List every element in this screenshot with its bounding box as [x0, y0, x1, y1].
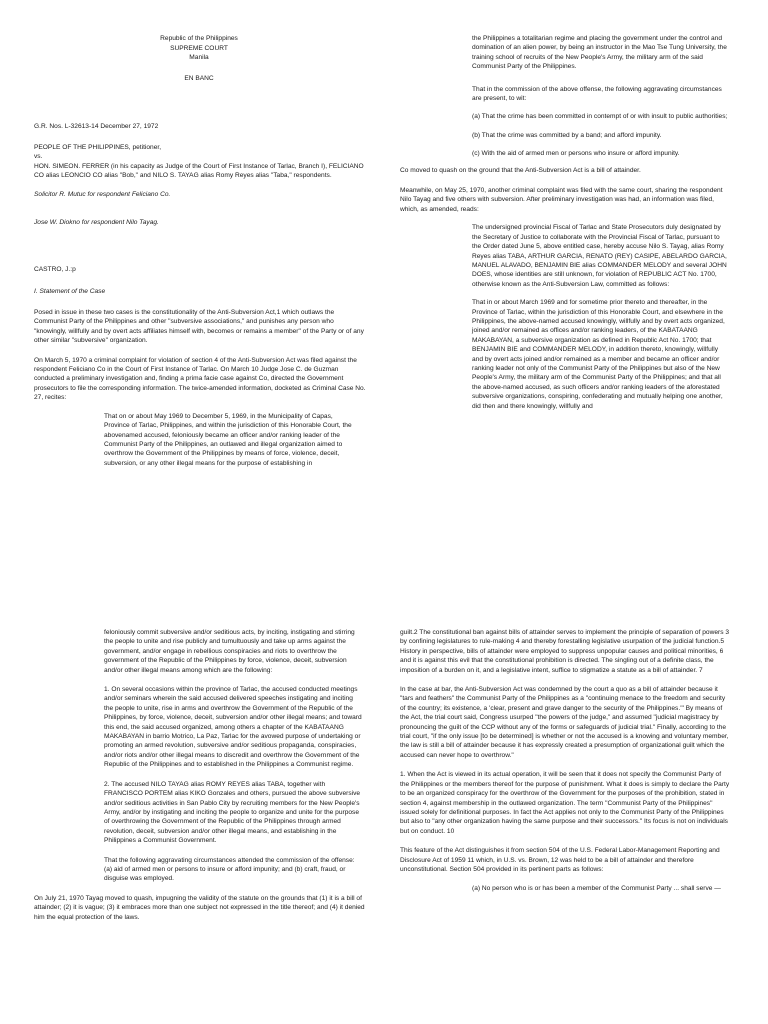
division-line: EN BANC — [184, 74, 214, 82]
petitioner: PEOPLE OF THE PHILIPPINES, petitioner, — [34, 143, 162, 151]
page-one-right-column — [400, 34, 730, 411]
acts-item-2: 2. The accused NILO TAYAG alias ROMY REYES alias TABA, together with FRANCISCO PORTEM alias KIKO Gonzales and others, pursued the above subversive and/or seditious activities in San Pablo City by recruiting members for the New People's Army, and/or by instigating and inciting the people to organize and unite for the purpose of overthrowing the Government of the Republic of the Philippines through armed revolution, deceit, subversion and/or other illegal means, and establishing in the Philippines a Communist Government. — [104, 780, 361, 845]
page-two — [0, 512, 768, 1024]
versus: vs. — [34, 153, 43, 161]
feature-paragraph: This feature of the Act distinguishes it from section 504 of the U.S. Federal Labor-Management Reporting and Disclosure Act of 1959 11 which, in U.S. vs. Brown, 12 was held to be a bill of attainder and therefore unconstitutional. Section 504 provided in its pertinent parts as follows: — [400, 847, 720, 873]
aggravating-item-a: (a) That the crime has been committed in contempt of or with insult to public authorities; — [472, 113, 728, 121]
respondents: HON. SIMEON. FERRER (in his capacity as Judge of the Court of First Instance of Tarlac, Branch I), FELICIANO CO alias LEONCIO CO alias "Bob," and NILO S. TAYAG alias Romy Reyes alias "Taba," respondents. — [34, 162, 364, 179]
case-number: G.R. Nos. L-32613-14 December 27, 1972 — [34, 123, 159, 131]
paragraph-issue: Posed in issue in these two cases is the constitutionality of the Anti-Subversion Act,1 which outlaws the Communist Party of the Philippines and other "subversive associations," and punishes any person who "knowingly, willfully and by overt acts affiliates himself with, becomes or remains a member" of the Party or of any other similar "subversive" organization. — [34, 309, 364, 345]
quote-continuation: the Philippines a totalitarian regime and placing the government under the control and domination of an alien power, by being an instructor in the Mao Tse Tung University, the training school of recruits of the New People's Army, the military arm of the said Communist Party of the Philippines. — [472, 35, 727, 71]
counsel-co: Solicitor R. Mutuc for respondent Feliciano Co. — [34, 191, 171, 199]
operation-paragraph: 1. When the Act is viewed in its actual operation, it will be seen that it does not specify the Communist Party of the Philippines or the members thereof for the purpose of punishment. What it does is simply to declare the Party to be an organized conspiracy for the overthrow of the Government for the purposes of the prohibition, stated in section 4, against membership in the outlawed organization. The term "Communist Party of the Philippines" issued solely for definitional purposes. In fact the Act applies not only to the Communist Party of the Philippines but also to "any other organization having the same purpose and their successors." Its focus is not on individuals but on conduct. 10 — [400, 771, 730, 835]
meanwhile-paragraph: Meanwhile, on May 25, 1970, another criminal complaint was filed with the same court, sharing the respondent Nilo Tayag and five others with subversion. After preliminary investigation was had, an information was filed, which, as amended, reads: — [400, 187, 723, 213]
attainder-paragraph: guilt.2 The constitutional ban against bills of attainder serves to implement the principle of separation of powers 3 by confining legislatures to rule-making 4 and thereby forestalling legislative usurpation of the judicial function.5 History in perspective, bills of attainder were employed to suppress unpopular causes and political minorities, 6 and it is against this evil that the constitutional prohibition is directed. The singling out of a definite class, the imposition of a burden on it, and a legislative intent, suffice to stigmatize a statute as a bill of attainder. 7 — [400, 629, 730, 674]
section-heading: I. Statement of the Case — [34, 287, 106, 295]
aggravating-item-b: (b) That the crime was committed by a band; and afford impunity. — [472, 131, 662, 139]
motion-to-quash: Co moved to quash on the ground that the Anti-Subversion Act is a bill of attainder. — [400, 166, 641, 174]
page-two-left-column — [34, 628, 368, 922]
aggravating-circumstances: That the following aggravating circumstances attended the commission of the offense: (a) aid of armed men or persons to insure or afford impunity; and (b) craft, fraud, or disguise was employed. — [104, 856, 355, 883]
acts-continuation: feloniously commit subversive and/or seditious acts, by inciting, instigating and stirring the people to unite and rise publicly and tumultuously and take up arms against the government, and/or engage in rebellious conspiracies and riots to overthrow the government of the Republic of the Philippines by force, violence, deceit, subversion and/or other illegal means among which are the following: — [104, 629, 355, 674]
page-two-right-column — [400, 628, 730, 894]
city-line: Manila — [189, 54, 209, 62]
charge-quote: That in or about March 1969 and for sometime prior thereto and thereafter, in the Province of Tarlac, within the jurisdiction of this Honorable Court, and elsewhere in the Philippines, the above-named accused knowingly, willfully and by overt acts organized, joined and/or remained as offices and/or ranking leaders, of the KABATAANG MAKABAYAN, a subversive organization as defined in Republic Act No. 1700; that BENJAMIN BIE and COMMANDER MELODY, in addition thereto, knowingly, willfully and by overt acts joined and/or remained as a member and became an officer and/or ranking leader not only of the Communist Party of the Philippines but also of the New People's Army, the military arm of the Communist Party of the Philippines; and that all the above-named accused, as such officers and/or ranking leaders of the aforestated subversive organizations, conspiring, confederating and mutually helping one another, did then and there knowingly, willfully and — [472, 299, 725, 410]
court-line: SUPREME COURT — [170, 44, 228, 52]
amended-information-quote: The undersigned provincial Fiscal of Tarlac and State Prosecutors duly designated by the Secretary of Justice to collaborate with the Provincial Fiscal of Tarlac, pursuant to the Order dated June 5, above entitled case, hereby accuse Nilo S. Tayag, alias Romy Reyes alias TABA, ARTHUR GARCIA, RENATO (REY) CASIPE, ABELARDO GARCIA, MANUEL ALAVADO, BENJAMIN BIE alias COMMANDER MELODY and several JOHN DOES, whose identities are still unknown, for violation of REPUBLIC ACT No. 1700, otherwise known as the Anti-Subversion Law, committed as follows: — [472, 224, 727, 288]
information-quote: That on or about May 1969 to December 5, 1969, in the Municipality of Capas, Province of Tarlac, Philippines, and within the jurisdiction of this Honorable Court, the abovenamed accused, feloniously became an officer and/or ranking leader of the Communist Party of the Philippines, an outlawed and illegal organization aimed to overthrow the Government of the Philippines by means of force, violence, deceit, subversion, or any other illegal means for the purpose of establishing in — [104, 412, 352, 467]
counsel-tayag: Jose W. Diokno for respondent Nilo Tayag. — [34, 218, 159, 226]
aggravating-intro: That in the commission of the above offense, the following aggravating circumstances are present, to wit: — [472, 85, 722, 103]
ponente: CASTRO, J.:p — [34, 266, 76, 274]
july-motion: On July 21, 1970 Tayag moved to quash, impugning the validity of the statute on the grounds that (1) it is a bill of attainder; (2) it is vague; (3) it embraces more than one subject not expressed in the title thereof; and (4) it denied him the equal protection of the laws. — [34, 894, 365, 921]
republic-line: Republic of the Philippines — [160, 35, 238, 42]
aggravating-item-c: (c) With the aid of armed men or persons who insure or afford impunity. — [472, 150, 680, 158]
page-one-left-column — [34, 34, 368, 468]
section-504-quote: (a) No person who is or has been a member of the Communist Party ... shall serve — — [472, 885, 721, 893]
court-header — [34, 34, 364, 83]
acts-item-1: 1. On several occasions within the province of Tarlac, the accused conducted meetings and/or seminars wherein the said accused delivered speeches instigating and inciting the people to unite, rise in arms and overthrow the Government of the Republic of the Philippines, by force, violence, deceit, subversion and/or other illegal means; and toward this end, the said accused organized, among others a chapter of the KABATAANG MAKABAYAN in barrio Motrico, La Paz, Tarlac for the avowed purpose of undertaking or promoting an armed revolution, subversive and/or seditious propaganda, conspiracies, and/or riots and/or other illegal means to discredit and overthrow the Government of the Republic of the Philippines and to established in the Philippines a Communist regime. — [104, 686, 362, 769]
paragraph-complaint: On March 5, 1970 a criminal complaint for violation of section 4 of the Anti-Subversion Act was filed against the respondent Feliciano Co in the Court of First Instance of Tarlac. On March 10 Judge Jose C. de Guzman conducted a preliminary investigation and, finding a prima facie case against Co, directed the Government prosecutors to file the corresponding information. The twice-amended information, docketed as Criminal Case No. 27, recites: — [34, 356, 366, 402]
case-at-bar-paragraph: In the case at bar, the Anti-Subversion Act was condemned by the court a quo as a bill of attainder because it "tars and feathers" the Communist Party of the Philippines as a "continuing menace to the freedom and security of the country; its existence, a 'clear, present and grave danger to the security of the Philippines.'" By means of the Act, the trial court said, Congress usurped "the powers of the judge," and assumed "judicial magistracy by pronouncing the guilt of the CCP without any of the forms or safeguards of judicial trial." Finally, according to the trial court, "if the only issue [to be determined] is whether or not the accused is a knowing and voluntary member, the law is still a bill of attainder because it has expressly created a presumption of organizational guilt which the accused can never hope to overthrow." — [400, 686, 729, 759]
